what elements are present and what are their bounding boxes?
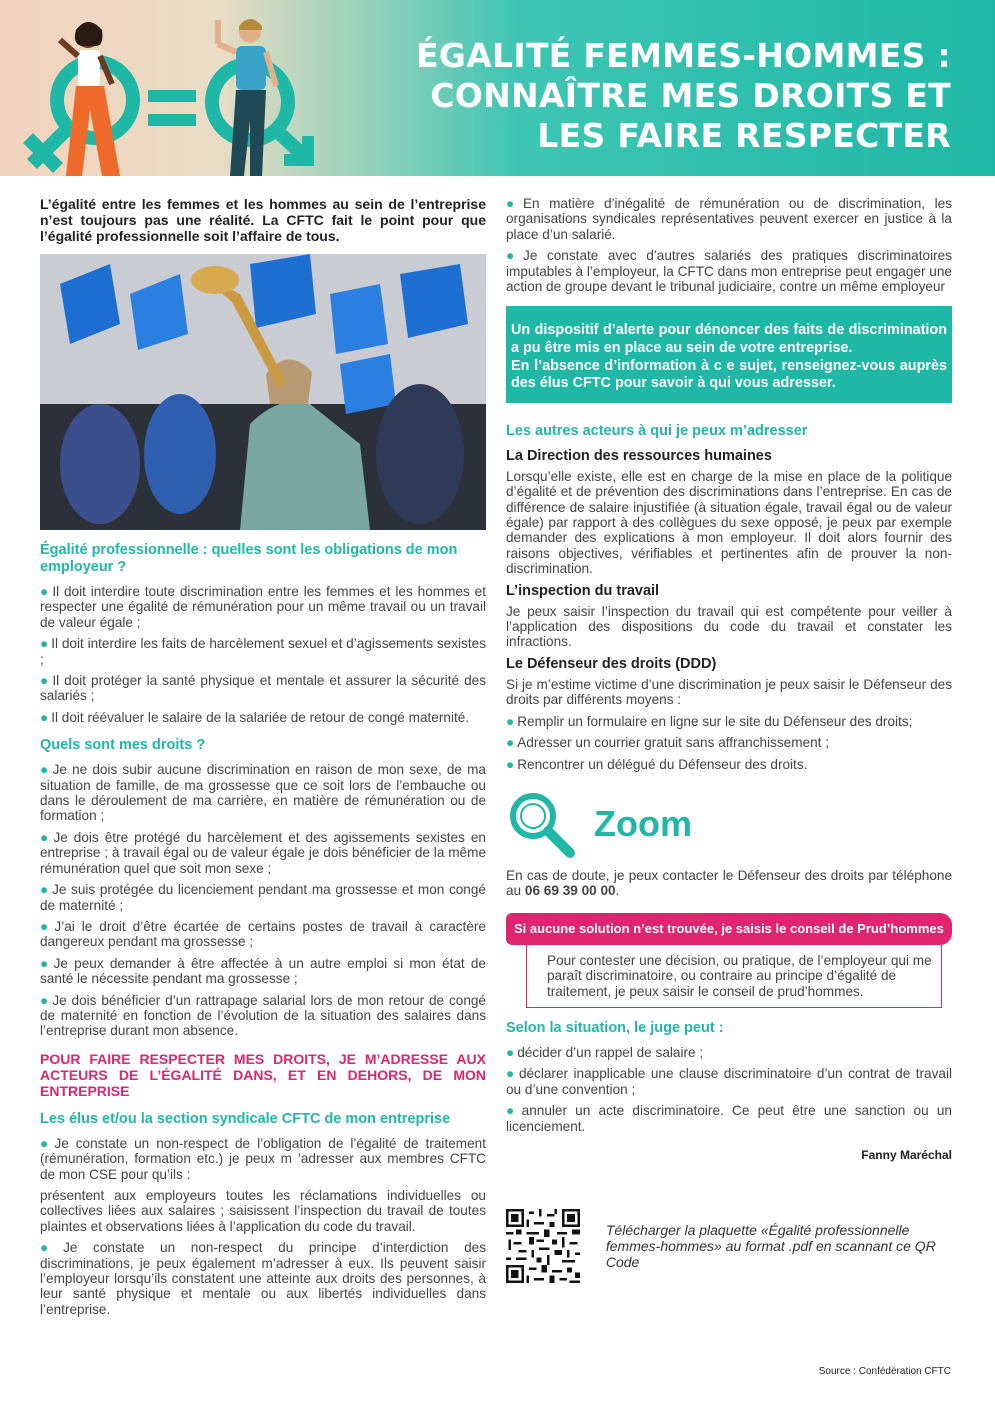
alert-text-1: Un dispositif d’alerte pour dénoncer des faits de discrimination a pu être mis en place au sein de votre entreprise. [511,322,947,357]
ddd-text: Si je m’estime victime d’une discrimination je peux saisir le Défenseur des droits par différents moyens : [506,676,952,708]
obligation-item: ● Il doit protéger la santé physique et mentale et assurer la sécurité des salariés ; [40,673,486,704]
qr-caption: Télécharger la plaquette «Égalité professionnelle femmes-hommes» au format .pdf en scannant ce QR Code [605,1221,936,1270]
bullet-icon: ● [40,882,50,898]
obligation-item: ● Il doit interdire toute discrimination entre les femmes et les hommes et respecter une égalité de rémunération pour un même travail ou un travail de valeur égale ; [40,584,486,630]
bullet-icon: ● [40,992,50,1008]
prudhommes-text: Pour contester une décision, ou pratique, de l’employeur qui me paraît discriminatoire, ou contraire au principe d’égalité de traitement, je peux saisir le conseil de prud’hommes. [526,945,942,1008]
obligation-item: ● Il doit interdire les faits de harcèlement sexuel et d’agissements sexistes ; [40,636,486,667]
bullet-icon: ● [40,829,51,845]
source-credit: Source : Confédération CFTC [818,1366,951,1377]
bullet-icon: ● [506,1066,516,1082]
right-item: ● Je dois être protégé du harcèlement et des agissements sexistes en entreprise ; à travail égal ou de valeur égale je dois bénéficier de la même rémunération quel que soit mon sexe ; [40,829,486,876]
bullet-icon: ● [506,196,520,211]
magnifier-icon [506,789,576,859]
bullet-icon: ● [506,713,515,729]
bullet-icon: ● [40,1240,61,1256]
bullet-icon: ● [40,1135,52,1151]
right-item: ● Je dois bénéficier d’un rattrapage salarial lors de mon retour de congé de maternité en fonction de l’évolution de la situation des salaires dans l’entreprise durant mon absence. [40,992,486,1039]
bullet-icon: ● [40,955,51,971]
ddd-item: ● Rencontrer un délégué du Défenseur des droits. [506,756,808,772]
inspection-heading: L’inspection du travail [506,582,660,599]
bullet-icon: ● [506,1044,515,1060]
call-to-action-heading: POUR FAIRE RESPECTER MES DROITS, JE M’ADRESSE AUX ACTEURS DE L’ÉGALITÉ DANS, ET EN DEHORS, DE MON ENTREPRISE [40,1050,486,1099]
bullet-icon: ● [506,248,521,264]
zoom-section [506,786,952,862]
bullet-icon: ● [506,735,515,751]
bullet-icon: ● [40,673,50,689]
bullet-icon: ● [40,918,52,934]
bullet-icon: ● [40,762,50,778]
qr-section [506,1174,952,1318]
elected-paragraph: présentent aux employeurs toutes les réclamations individuelles ou collectives liées aux salaires ; saisissent l’inspection du travail de toutes plaintes et observations liées à l’application du code du travail. [40,1187,486,1234]
elected-item: ● Je constate un non-respect de l’obligation de l’égalité de traitement (rémunération, formation etc.) je peux m ’adresser aux membres CFTC de mon CSE pour qu’ils : [40,1135,487,1182]
alert-text-2: En l’absence d’information à c e sujet, renseignez-vous auprès des élus CFTC pour savoir à qui vous adresser. [511,357,947,392]
bullet-icon: ● [506,756,515,772]
rights-heading: Quels sont mes droits ? [40,737,206,754]
prudhommes-heading: Si aucune solution n’est trouvée, je saisis le conseil de Prud’hommes [506,913,952,945]
intro-text: L’égalité entre les femmes et les hommes au sein de l’entreprise n’est toujours pas une réalité. La CFTC fait le point pour que l’égalité professionnelle soit l’affaire de tous. [40,196,486,244]
ddd-item: ● Adresser un courrier gratuit sans affranchissement ; [506,735,830,751]
bullet-icon: ● [40,709,49,725]
equality-illustration [0,0,340,176]
phone-number: 06 69 39 00 00 [524,883,616,899]
bullet-icon: ● [40,584,50,599]
title-line-3: LES FAIRE RESPECTER [537,116,951,155]
page-title [391,36,951,156]
title-line-1: ÉGALITÉ FEMMES-HOMMES : [415,36,951,75]
zoom-title: Zoom [594,802,692,844]
judge-heading: Selon la situation, le juge peut : [506,1019,724,1036]
bullet-icon: ● [506,1103,519,1119]
right-item: ● J’ai le droit d’être écartée de certains postes de travail à caractère dangereux pendant ma grossesse ; [40,918,486,950]
judge-item: ● décider d’un rappel de salaire ; [506,1044,704,1060]
right-item: ● Je peux demander à être affectée à un autre emploi si mon état de santé le nécessite pendant ma grossesse ; [40,955,486,987]
alert-box [506,306,952,402]
protest-photo [40,254,486,530]
other-actors-heading: Les autres acteurs à qui je peux m’adresser [506,422,808,439]
inspection-text: Je peux saisir l’inspection du travail qui est compétente pour veiller à l’application des dispositions du code du travail et constater les infractions. [506,603,952,650]
union-item: ● Je constate avec d’autres salariés des pratiques discriminatoires imputables à l’employeur, la CFTC dans mon entreprise peut engager une action de groupe devant le tribunal judiciaire, contre un même employeur [506,248,952,295]
left-column [40,196,486,1323]
qr-code[interactable] [506,1174,580,1318]
prudhommes-box [506,913,952,1008]
right-item: ● Je ne dois subir aucune discrimination en raison de mon sexe, de ma situation de famille, de ma grossesse que ce soit lors de l’embauche ou dans le déroulement de ma carrière, en matière de rémunération ou de formation ; [40,762,486,824]
union-item: ● En matière d’inégalité de rémunération ou de discrimination, les organisations syndicales représentatives peuvent exercer en justice à la place d’un salarié. [506,196,952,242]
ddd-heading: Le Défenseur des droits (DDD) [506,655,717,672]
drh-heading: La Direction des ressources humaines [506,447,772,464]
obligation-item: ● Il doit réévaluer le salaire de la salariée de retour de congé maternité. [40,709,470,725]
author-signature: Fanny Maréchal [861,1147,952,1162]
judge-item: ● annuler un acte discriminatoire. Ce peut être une sanction ou un licenciement. [506,1103,952,1134]
elected-item: ● Je constate un non-respect du principe d’interdiction des discriminations, je peux également m’adresser à eux. Ils peuvent saisir l’employeur lorsqu’ils constatent une atteinte aux droits des personnes, à leur santé physique et mentale ou aux libertés individuelles dans l’entreprise. [40,1240,486,1317]
elected-heading: Les élus et/ou la section syndicale CFTC de mon entreprise [40,1110,451,1127]
header-banner [0,0,995,176]
bullet-icon: ● [40,636,49,652]
zoom-text: En cas de doute, je peux contacter le Défenseur des droits par téléphone au 06 69 39 00 00. [506,867,952,899]
right-item: ● Je suis protégée du licenciement pendant ma grossesse et mon congé de maternité ; [40,882,486,913]
ddd-item: ● Remplir un formulaire en ligne sur le site du Défenseur des droits; [506,713,913,729]
obligations-heading: Égalité professionnelle : quelles sont les obligations de mon employeur ? [40,542,458,575]
judge-item: ● déclarer inapplicable une clause discriminatoire d’un contrat de travail ou d’une convention ; [506,1066,953,1097]
right-column [506,196,952,1318]
title-line-2: CONNAÎTRE MES DROITS ET [430,76,951,115]
drh-text: Lorsqu’elle existe, elle est en charge de la mise en place de la politique d’égalité et de prévention des discriminations dans l’entreprise. En cas de différence de salaire injustifiée (à situation égale, travail égal ou de valeur égale) par rapport à des collègues du sexe opposé, je peux par exemple demander des explications à mon employeur. Il doit alors fournir des raisons objectives, vérifiables et pertinentes afin de prouver la non-discrimination. [506,468,952,577]
